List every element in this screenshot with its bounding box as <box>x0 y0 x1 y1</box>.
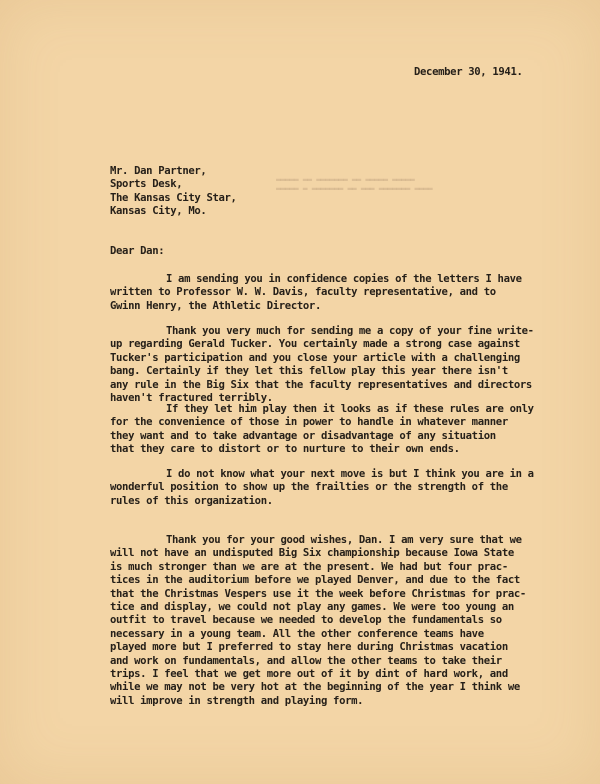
paragraph-line: tices in the auditorium before we played Denver, and due to the fact <box>110 574 520 587</box>
body-paragraph-3 <box>110 403 550 457</box>
bleed-through-text: ▬▬▬▬▬ ▬▬ ▬▬▬▬▬▬▬ ▬▬ ▬▬▬▬▬ ▬▬▬▬▬ ▬▬▬▬▬ ▬ ▬▬▬▬▬▬▬ ▬▬ ▬▬▬ ▬▬▬▬▬▬▬ ▬▬▬▬ <box>276 175 433 193</box>
body-paragraph-5 <box>110 534 550 708</box>
paragraph-line: will improve in strength and playing form. <box>110 694 364 707</box>
salutation: Dear Dan: <box>110 245 165 257</box>
paragraph-line: If they let him play then it looks as if these rules are only <box>166 403 534 415</box>
paragraph-line: Thank you for your good wishes, Dan. I am very sure that we <box>166 534 522 546</box>
paragraph-line: for the convenience of those in power to handle in whatever manner <box>110 416 508 429</box>
paragraph-line: trips. I feel that we get more out of it by dint of hard work, and <box>110 668 508 681</box>
paragraph-line: tice and display, we could not play any games. We were too young an <box>110 601 514 614</box>
paragraph-line: bang. Certainly if they let this fellow play this year there isn't <box>110 365 508 378</box>
paragraph-line: played more but I preferred to stay here during Christmas vacation <box>110 641 508 654</box>
recipient-department: Sports Desk, <box>110 178 183 191</box>
paragraph-line: haven't fractured terribly. <box>110 392 273 405</box>
paragraph-line: I am sending you in confidence copies of the letters I have <box>166 273 522 285</box>
paragraph-line: and work on fundamentals, and allow the other teams to take their <box>110 654 502 667</box>
recipient-location: Kansas City, Mo. <box>110 205 207 218</box>
paragraph-line: Tucker's participation and you close your article with a challenging <box>110 351 520 364</box>
paragraph-line: Gwinn Henry, the Athletic Director. <box>110 299 321 312</box>
recipient-name: Mr. Dan Partner, <box>110 165 207 177</box>
paragraph-line: any rule in the Big Six that the faculty representatives and directors <box>110 378 532 391</box>
body-paragraph-1 <box>110 273 550 313</box>
paragraph-line: up regarding Gerald Tucker. You certainly made a strong case against <box>110 338 520 351</box>
body-paragraph-4 <box>110 468 550 508</box>
recipient-organization: The Kansas City Star, <box>110 191 237 204</box>
paragraph-line: necessary in a young team. All the other conference teams have <box>110 627 484 640</box>
recipient-address <box>110 165 237 219</box>
paragraph-line: they want and to take advantage or disadvantage of any situation <box>110 429 496 442</box>
paragraph-line: is much stronger than we are at the present. We had but four prac- <box>110 560 508 573</box>
paragraph-line: that they care to distort or to nurture to their own ends. <box>110 443 460 456</box>
body-paragraph-2 <box>110 325 550 405</box>
paragraph-line: written to Professor W. W. Davis, faculty representative, and to <box>110 286 496 299</box>
paragraph-line: Thank you very much for sending me a copy of your fine write- <box>166 325 534 337</box>
paragraph-line: will not have an undisputed Big Six championship because Iowa State <box>110 547 514 560</box>
paragraph-line: while we may not be very hot at the beginning of the year I think we <box>110 681 520 694</box>
letter-date: December 30, 1941. <box>414 66 523 78</box>
paragraph-line: I do not know what your next move is but I think you are in a <box>166 468 534 480</box>
paragraph-line: that the Christmas Vespers use it the week before Christmas for prac- <box>110 587 526 600</box>
paragraph-line: rules of this organization. <box>110 494 273 507</box>
paragraph-line: outfit to travel because we needed to develop the fundamentals so <box>110 614 502 627</box>
paragraph-line: wonderful position to show up the frailties or the strength of the <box>110 481 508 494</box>
